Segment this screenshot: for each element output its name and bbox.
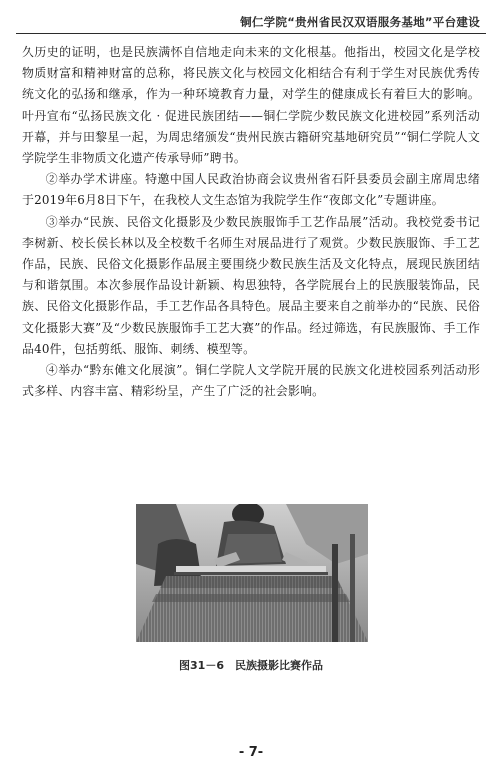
running-header: 铜仁学院“贵州省民汉双语服务基地”平台建设 [240,15,480,29]
weaving-photo-image [136,504,368,642]
weaving-photo [136,504,368,642]
paragraph-performance: ④举办“黔东傩文化展演”。铜仁学院人文学院开展的民族文化进校园系列活动形式多样、内容丰富、精彩纷呈，产生了广泛的社会影响。 [22,363,480,399]
figure-caption: 图31－6 民族摄影比赛作品 [179,659,323,672]
paragraph-exhibition: ③举办“民族、民俗文化摄影及少数民族服饰手工艺作品展”活动。我校党委书记李树新、校长侯长林以及全校数千名师生对展品进行了观赏。少数民族服饰、手工艺作品，民族、民俗文化摄影作品展主要围绕少数民族生活及文化特点，展现民族团结与和谐氛围。本次参展作品设计新颖、构思独特，各学院展台上的民族服装饰品，民族、民俗文化摄影作品，手工艺作品各具特色。展品主要来自之前举办的“民族、民俗文化摄影大赛”及“少数民族服饰手工艺大赛”的作品。经过筛选，有民族服饰、手工作品40件，包括剪纸、服饰、刺绣、模型等。 [22,214,480,356]
header-rule [16,33,486,34]
paragraph-continued: 久历史的证明，也是民族满怀自信地走向未来的文化根基。他指出，校园文化是学校物质财富和精神财富的总称，将民族文化与校园文化相结合有利于学生对民族优秀传统文化的弘扬和继承，作为一种环境教育力量，对学生的健康成长有着巨大的影响。叶丹宣布“弘扬民族文化 · 促进民族团结——铜仁学院少数民族文化进校园”系列活动开幕，并与田黎星一起，为周忠绪颁发“贵州民族古籍研究基地研究员”“铜仁学院人文学院学生非物质文化遗产传承导师”聘书。 [22,45,480,166]
body-text [22,42,480,402]
page-number: - 7- [238,745,264,760]
paragraph-lecture: ②举办学术讲座。特邀中国人民政治协商会议贵州省石阡县委员会副主席周忠绪于2019年6月8日下午，在我校人文生态馆为我院学生作“夜郎文化”专题讲座。 [22,172,480,208]
